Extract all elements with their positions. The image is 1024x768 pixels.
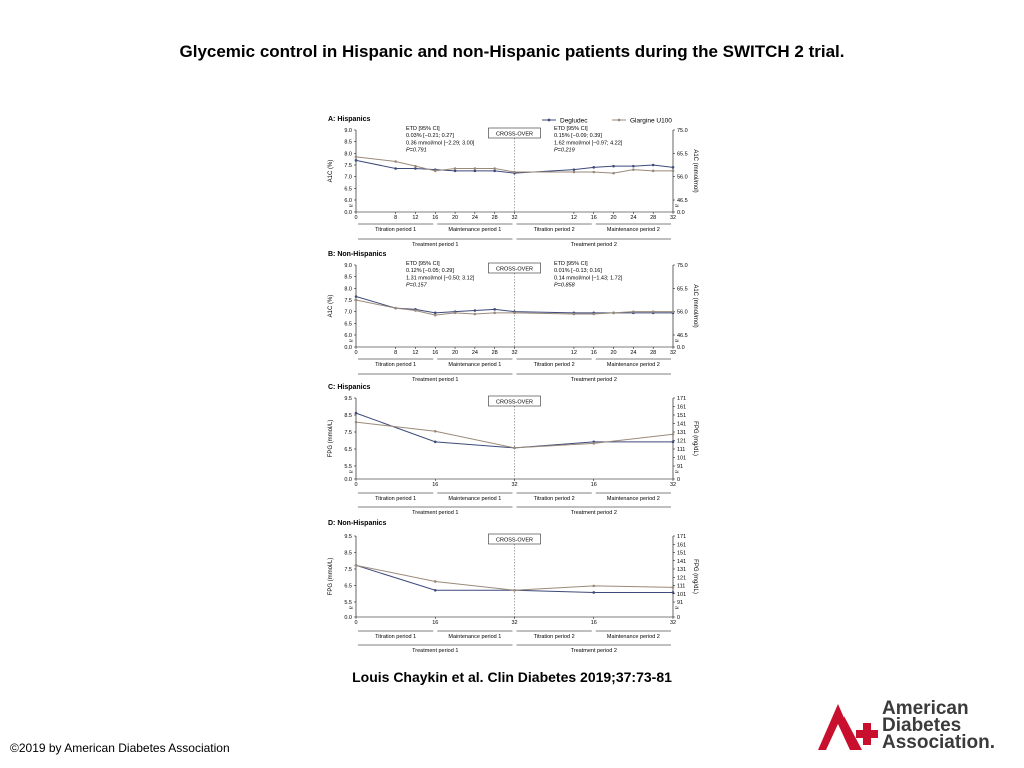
data-point [513, 589, 516, 592]
data-point [592, 171, 595, 174]
legend-label: Degludec [560, 117, 588, 125]
data-point [672, 591, 675, 594]
y2-tick-label: 0.0 [677, 345, 685, 351]
logo-line-3: Association. [882, 732, 995, 753]
logo-line-2: Diabetes [882, 715, 962, 736]
data-point [632, 165, 635, 168]
y-tick-label: 6.5 [344, 583, 352, 590]
data-point [454, 167, 457, 170]
etd-annotation: ETD [95% CI] [554, 126, 588, 132]
y2-tick-label: 56.0 [677, 309, 688, 316]
data-point [414, 165, 417, 168]
data-point [474, 167, 477, 170]
etd-annotation: 0.03% [−0.21; 0.27] [406, 133, 454, 140]
y-tick-label: 9.5 [344, 534, 352, 540]
axis-break-right: ≈ [675, 605, 679, 612]
y-tick-label: 6.5 [344, 186, 352, 193]
period-label: Titration period 1 [375, 362, 417, 368]
y-tick-label: 6.5 [344, 321, 352, 328]
etd-annotation: 0.01% [−0.13; 0.16] [554, 268, 602, 275]
data-point [434, 170, 437, 173]
period-label: Maintenance period 1 [448, 362, 502, 368]
data-point [513, 447, 516, 450]
x-tick-label: 0 [354, 620, 358, 626]
y2-tick-label: 171 [677, 396, 687, 402]
legend-marker [618, 119, 621, 122]
period-label: Maintenance period 2 [606, 362, 660, 368]
y2-tick-label: 65.5 [677, 151, 688, 158]
slide-title: Glycemic control in Hispanic and non-Hispanic patients during the SWITCH 2 trial. [179, 42, 845, 61]
y2-tick-label: 91 [677, 600, 684, 606]
period-label: Titration period 2 [533, 227, 575, 233]
panel-title: C: Hispanics [328, 384, 371, 391]
treatment-label: Treatment period 2 [570, 242, 617, 248]
data-point [434, 589, 437, 592]
data-point [672, 586, 675, 589]
y-tick-label: 7.5 [344, 298, 352, 304]
period-label: Maintenance period 1 [448, 227, 502, 233]
etd-annotation: 0.12% [−0.05; 0.29] [406, 268, 454, 275]
ada-logo [818, 700, 998, 756]
y-tick-label: 7.0 [344, 309, 352, 316]
y-axis-title: A1C (%) [328, 159, 334, 183]
y2-tick-label: 75.0 [677, 263, 688, 269]
y2-tick-label: 111 [677, 583, 686, 590]
data-point [612, 312, 615, 315]
y-tick-label: 9.0 [344, 128, 352, 134]
x-tick-label: 32 [669, 620, 677, 626]
data-point [513, 171, 516, 174]
y-tick-label: 0.0 [344, 477, 352, 483]
citation: Louis Chaykin et al. Clin Diabetes 2019;37:73-81 [352, 669, 672, 685]
etd-annotation: P=0.219 [554, 147, 575, 154]
x-tick-label: 32 [511, 215, 518, 221]
x-tick-label: 32 [669, 215, 677, 221]
y-tick-label: 8.0 [344, 151, 352, 158]
y-tick-label: 7.0 [344, 174, 352, 181]
x-tick-label: 28 [650, 215, 657, 221]
etd-annotation: ETD [95% CI] [406, 126, 440, 132]
y2-tick-label: 121 [677, 438, 687, 445]
data-point [454, 312, 457, 315]
y-tick-label: 5.5 [344, 464, 352, 470]
data-point [355, 295, 358, 298]
data-point [672, 166, 675, 169]
period-label: Titration period 1 [375, 496, 417, 502]
data-point [355, 159, 358, 162]
x-tick-label: 16 [590, 215, 597, 221]
ada-logo-mark-icon [818, 702, 880, 754]
y2-tick-label: 141 [677, 421, 687, 428]
x-tick-label: 20 [610, 215, 617, 221]
treatment-label: Treatment period 2 [570, 377, 617, 383]
y2-tick-label: 46.5 [677, 333, 688, 339]
data-point [632, 310, 635, 313]
data-point [355, 156, 358, 159]
y2-tick-label: 101 [677, 455, 687, 462]
axis-break-right: ≈ [675, 469, 679, 476]
data-point [672, 441, 675, 444]
data-point [454, 170, 457, 173]
data-point [394, 167, 397, 170]
x-tick-label: 0 [354, 350, 358, 356]
treatment-label: Treatment period 1 [412, 242, 459, 248]
period-label: Titration period 2 [533, 496, 575, 502]
legend-marker [548, 119, 551, 122]
data-point [573, 313, 576, 316]
data-point [592, 591, 595, 594]
y-tick-label: 6.0 [344, 198, 352, 204]
period-label: Maintenance period 1 [448, 496, 502, 502]
data-point [434, 312, 437, 315]
y-tick-label: 6.0 [344, 333, 352, 339]
x-tick-label: 16 [432, 215, 439, 221]
etd-annotation: P=0.791 [406, 147, 427, 154]
data-point [652, 310, 655, 313]
data-point [394, 307, 397, 310]
logo-line-1: American [882, 698, 969, 719]
axis-break-right: ≈ [675, 203, 679, 210]
x-tick-label: 28 [491, 350, 498, 356]
y2-tick-label: 101 [677, 591, 687, 598]
crossover-label: CROSS-OVER [496, 266, 533, 273]
data-point [612, 172, 615, 175]
x-tick-label: 16 [432, 350, 439, 356]
treatment-label: Treatment period 2 [570, 648, 617, 654]
x-tick-label: 24 [471, 215, 478, 221]
treatment-label: Treatment period 1 [412, 377, 459, 383]
x-tick-label: 12 [570, 215, 577, 221]
data-point [434, 430, 437, 433]
axis-break-left: ≈ [349, 203, 353, 210]
data-point [493, 167, 496, 170]
etd-annotation: ETD [95% CI] [406, 261, 440, 267]
data-point [612, 165, 615, 168]
crossover-label: CROSS-OVER [496, 399, 533, 406]
crossover-label: CROSS-OVER [496, 537, 533, 544]
etd-annotation: 0.14 mmol/mol [−1.43; 1.72] [554, 275, 623, 282]
panel-title: A: Hispanics [328, 116, 371, 123]
data-point [592, 585, 595, 588]
figure [320, 108, 700, 658]
y-tick-label: 0.0 [344, 210, 352, 216]
data-point [355, 412, 358, 415]
x-tick-label: 24 [471, 350, 478, 356]
data-point [355, 299, 358, 302]
y-tick-label: 0.0 [344, 345, 352, 351]
panel-title: B: Non-Hispanics [328, 251, 387, 258]
etd-annotation: 1.62 mmol/mol [−0.97; 4.22] [554, 140, 623, 147]
y-tick-label: 6.5 [344, 447, 352, 453]
data-point [493, 312, 496, 315]
x-tick-label: 32 [511, 620, 518, 626]
data-point [434, 580, 437, 583]
y2-axis-title: A1C (mmol/mol) [692, 149, 698, 193]
y-tick-label: 8.5 [344, 274, 352, 281]
y2-tick-label: 0.0 [677, 210, 685, 216]
y-tick-label: 0.0 [344, 615, 352, 621]
data-point [632, 168, 635, 171]
data-point [592, 313, 595, 316]
data-point [672, 433, 675, 436]
crossover-label: CROSS-OVER [496, 131, 533, 138]
etd-annotation: P=0.157 [406, 282, 427, 289]
y-tick-label: 9.0 [344, 263, 352, 269]
x-tick-label: 24 [630, 350, 637, 356]
x-tick-label: 32 [669, 350, 677, 356]
x-tick-label: 32 [511, 482, 518, 488]
y2-tick-label: 121 [677, 575, 687, 582]
y2-axis-title: FPG (mg/dL) [692, 421, 698, 456]
x-tick-label: 20 [452, 215, 459, 221]
x-tick-label: 0 [354, 482, 358, 488]
y2-tick-label: 161 [677, 404, 687, 411]
axis-break-left: ≈ [349, 605, 353, 612]
period-label: Maintenance period 2 [606, 227, 660, 233]
y2-tick-label: 65.5 [677, 286, 688, 293]
period-label: Titration period 1 [375, 634, 417, 640]
data-point [355, 564, 358, 567]
y-tick-label: 7.5 [344, 163, 352, 169]
x-tick-label: 20 [452, 350, 459, 356]
period-label: Titration period 2 [533, 362, 575, 368]
y2-tick-label: 0 [677, 477, 681, 483]
y2-tick-label: 75.0 [677, 128, 688, 134]
y-tick-label: 8.5 [344, 139, 352, 146]
legend-label: Glargine U100 [630, 117, 672, 125]
etd-annotation: ETD [95% CI] [554, 261, 588, 267]
etd-annotation: P=0.858 [554, 282, 575, 289]
y2-tick-label: 171 [677, 534, 687, 540]
y-tick-label: 5.5 [344, 600, 352, 606]
period-label: Titration period 2 [533, 634, 575, 640]
period-label: Maintenance period 2 [606, 634, 660, 640]
data-point [394, 160, 397, 163]
data-point [592, 442, 595, 445]
x-tick-label: 28 [650, 350, 657, 356]
axis-break-left: ≈ [349, 338, 353, 345]
period-label: Titration period 1 [375, 227, 417, 233]
y-tick-label: 8.0 [344, 286, 352, 293]
x-tick-label: 16 [432, 482, 439, 488]
x-tick-label: 32 [511, 350, 518, 356]
y2-axis-title: FPG (mg/dL) [692, 559, 698, 594]
data-point [493, 170, 496, 173]
data-point [672, 310, 675, 313]
x-tick-label: 0 [354, 215, 358, 221]
y2-tick-label: 161 [677, 542, 687, 549]
data-point [474, 313, 477, 316]
etd-annotation: 0.15% [−0.09; 0.39] [554, 133, 602, 140]
data-point [434, 314, 437, 317]
y2-tick-label: 111 [677, 447, 686, 453]
data-point [573, 168, 576, 171]
data-point [573, 171, 576, 174]
data-point [513, 312, 516, 315]
x-tick-label: 16 [590, 350, 597, 356]
data-point [672, 170, 675, 173]
data-point [652, 164, 655, 167]
y2-tick-label: 56.0 [677, 174, 688, 181]
data-point [414, 309, 417, 312]
y-tick-label: 7.5 [344, 567, 352, 573]
etd-annotation: 1.31 mmol/mol [−0.50; 3.12] [406, 275, 475, 282]
data-point [474, 309, 477, 312]
y2-tick-label: 91 [677, 464, 684, 470]
x-tick-label: 16 [590, 482, 597, 488]
treatment-label: Treatment period 1 [412, 648, 459, 654]
y2-tick-label: 131 [677, 430, 687, 436]
y-axis-title: FPG (mmol/L) [328, 557, 334, 596]
axis-break-right: ≈ [675, 338, 679, 345]
x-tick-label: 8 [394, 350, 398, 356]
axis-break-left: ≈ [349, 469, 353, 476]
y-tick-label: 7.5 [344, 430, 352, 436]
treatment-label: Treatment period 2 [570, 510, 617, 516]
y2-tick-label: 141 [677, 558, 687, 565]
x-tick-label: 12 [570, 350, 577, 356]
x-tick-label: 8 [394, 215, 398, 221]
treatment-label: Treatment period 1 [412, 510, 459, 516]
x-tick-label: 12 [412, 215, 419, 221]
y2-tick-label: 46.5 [677, 198, 688, 204]
data-point [474, 170, 477, 173]
x-tick-label: 20 [610, 350, 617, 356]
y-axis-title: A1C (%) [328, 294, 334, 318]
y2-tick-label: 131 [677, 567, 687, 573]
y2-tick-label: 151 [677, 413, 687, 419]
x-tick-label: 16 [590, 620, 597, 626]
copyright: ©2019 by American Diabetes Association [10, 741, 230, 755]
period-label: Maintenance period 2 [606, 496, 660, 502]
y-tick-label: 9.5 [344, 396, 352, 402]
panel-title: D: Non-Hispanics [328, 520, 387, 527]
data-point [355, 421, 358, 424]
y-tick-label: 8.5 [344, 413, 352, 419]
period-label: Maintenance period 1 [448, 634, 502, 640]
y2-tick-label: 0 [677, 615, 681, 621]
data-point [414, 167, 417, 170]
x-tick-label: 28 [491, 215, 498, 221]
data-point [493, 308, 496, 311]
data-point [434, 441, 437, 444]
y-tick-label: 8.5 [344, 550, 352, 557]
y2-axis-title: A1C (mmol/mol) [692, 284, 698, 328]
x-tick-label: 12 [412, 350, 419, 356]
y-axis-title: FPG (mmol/L) [328, 419, 334, 458]
x-tick-label: 16 [432, 620, 439, 626]
data-point [652, 170, 655, 173]
x-tick-label: 24 [630, 215, 637, 221]
y2-tick-label: 151 [677, 550, 687, 557]
series-line [356, 422, 673, 448]
etd-annotation: 0.36 mmol/mol [−2.29; 3.00] [406, 140, 475, 147]
x-tick-label: 32 [669, 482, 677, 488]
data-point [592, 166, 595, 169]
